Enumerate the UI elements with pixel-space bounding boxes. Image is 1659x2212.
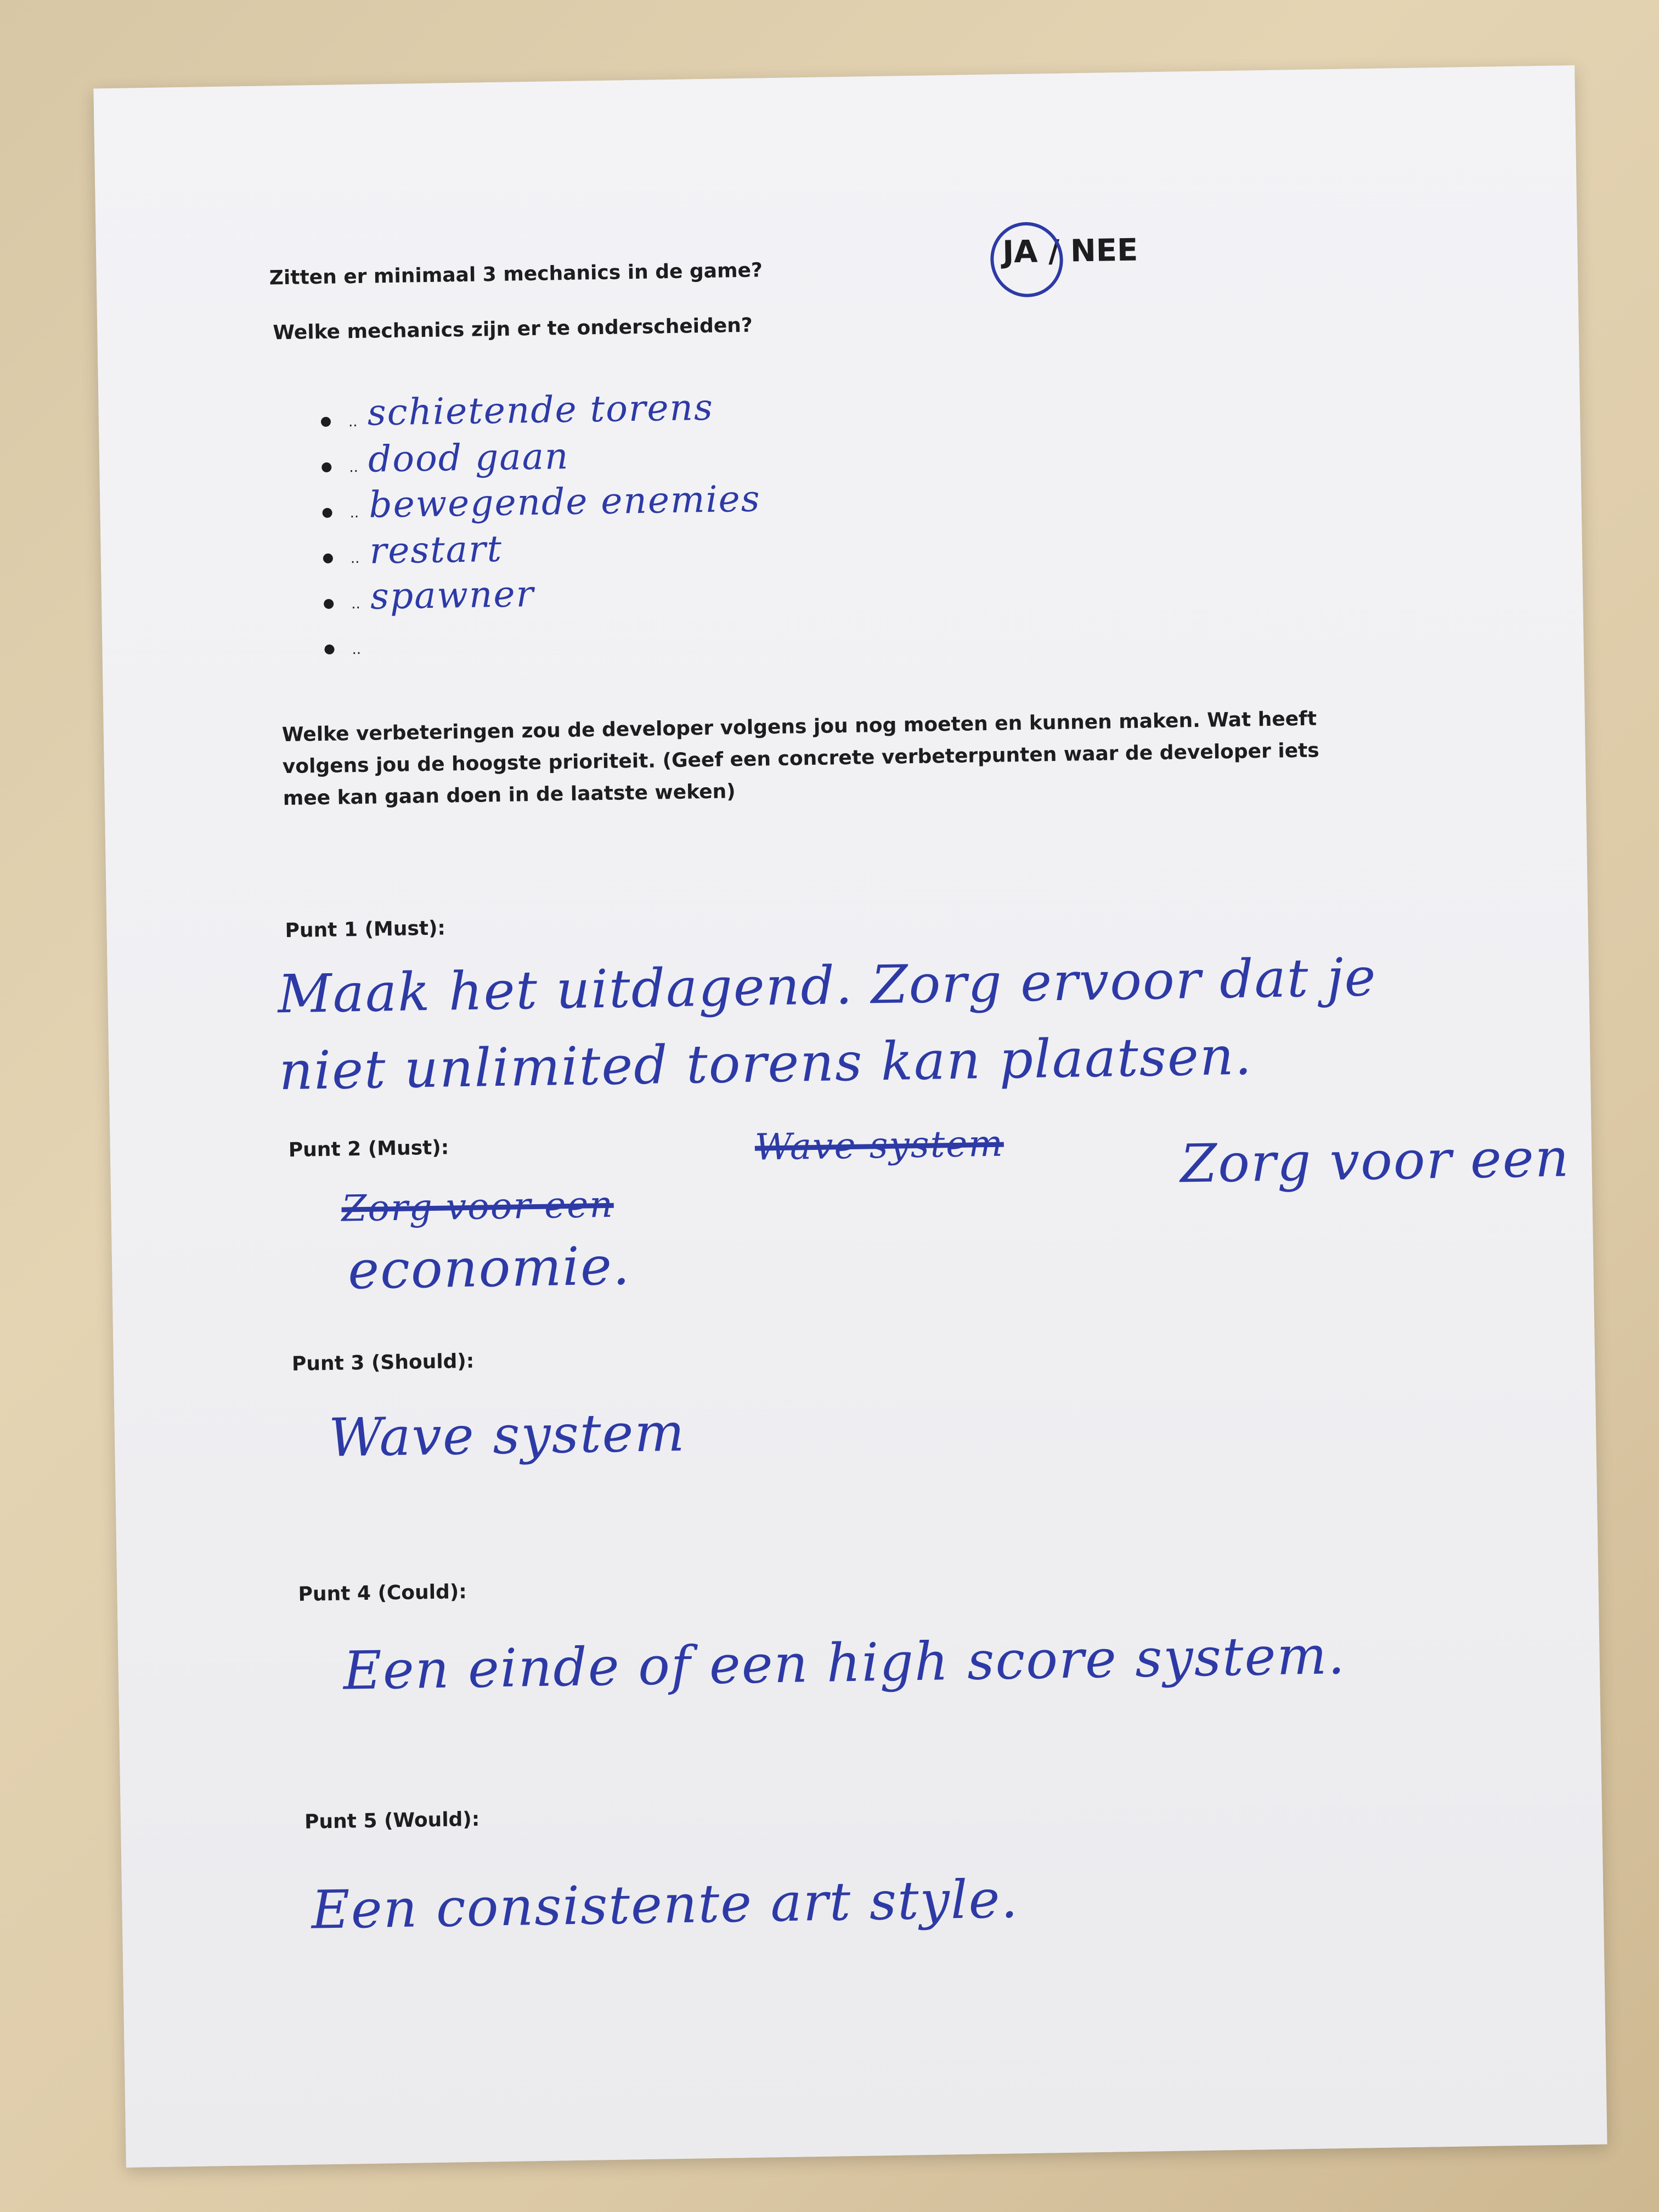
punt1-answer-line2: niet unlimited torens kan plaatsen. — [278, 1025, 1253, 1102]
answer-options: JA / NEE — [1002, 232, 1138, 270]
bullet-dots: .. — [348, 413, 358, 431]
bullet-dots: .. — [349, 504, 359, 522]
bullet-dots: .. — [352, 641, 362, 658]
bullet-point — [324, 645, 334, 654]
mechanic-item: bewegende enemies — [368, 477, 761, 526]
mechanic-item: schietende torens — [367, 386, 714, 434]
punt2-answer-line2: economie. — [347, 1235, 631, 1301]
bullet-dots: .. — [350, 550, 360, 567]
question-improvements: Welke verbeteringen zou de developer volgens jou nog moeten en kunnen maken. Wat heeft volgens jou de hoogste prioriteit. (Geef een concrete verbeterpunten waar de developer iets mee kan gaan doen in de laatste weken) — [281, 707, 1320, 810]
mechanic-item: spawner — [370, 572, 535, 618]
punt4-label: Punt 4 (Could): — [298, 1581, 467, 1606]
bullet-dots: .. — [351, 595, 360, 613]
punt4-answer: Een einde of een high score system. — [342, 1624, 1346, 1702]
punt5-answer: Een consistente art style. — [311, 1868, 1019, 1941]
punt3-label: Punt 3 (Should): — [291, 1350, 475, 1376]
punt2-label: Punt 2 (Must): — [288, 1136, 449, 1162]
question-min-mechanics: Zitten er minimaal 3 mechanics in de game? — [269, 259, 763, 290]
bullet-point — [322, 508, 332, 518]
selected-answer-circle — [983, 215, 1070, 304]
question-mechanics-list: Welke mechanics zijn er te onderscheiden? — [273, 314, 753, 345]
bullet-dots: .. — [349, 459, 359, 476]
bullet-point — [321, 417, 331, 427]
bullet-point — [321, 462, 331, 472]
punt2-answer-line1: Zorg voor een — [1180, 1127, 1571, 1195]
punt5-label: Punt 5 (Would): — [304, 1808, 480, 1833]
punt1-answer-line1: Maak het uitdagend. Zorg ervoor dat je — [277, 946, 1378, 1025]
punt2-struck-text: Zorg voor een — [341, 1183, 614, 1230]
punt3-answer: Wave system — [328, 1401, 686, 1469]
mechanic-item: dood gaan — [368, 435, 570, 481]
form-sheet — [93, 65, 1607, 2168]
punt1-label: Punt 1 (Must): — [285, 917, 446, 943]
mechanic-item: restart — [369, 527, 503, 572]
punt2-struck-text: Wave system — [754, 1122, 1005, 1169]
bullet-point — [323, 554, 333, 563]
bullet-point — [324, 599, 334, 609]
